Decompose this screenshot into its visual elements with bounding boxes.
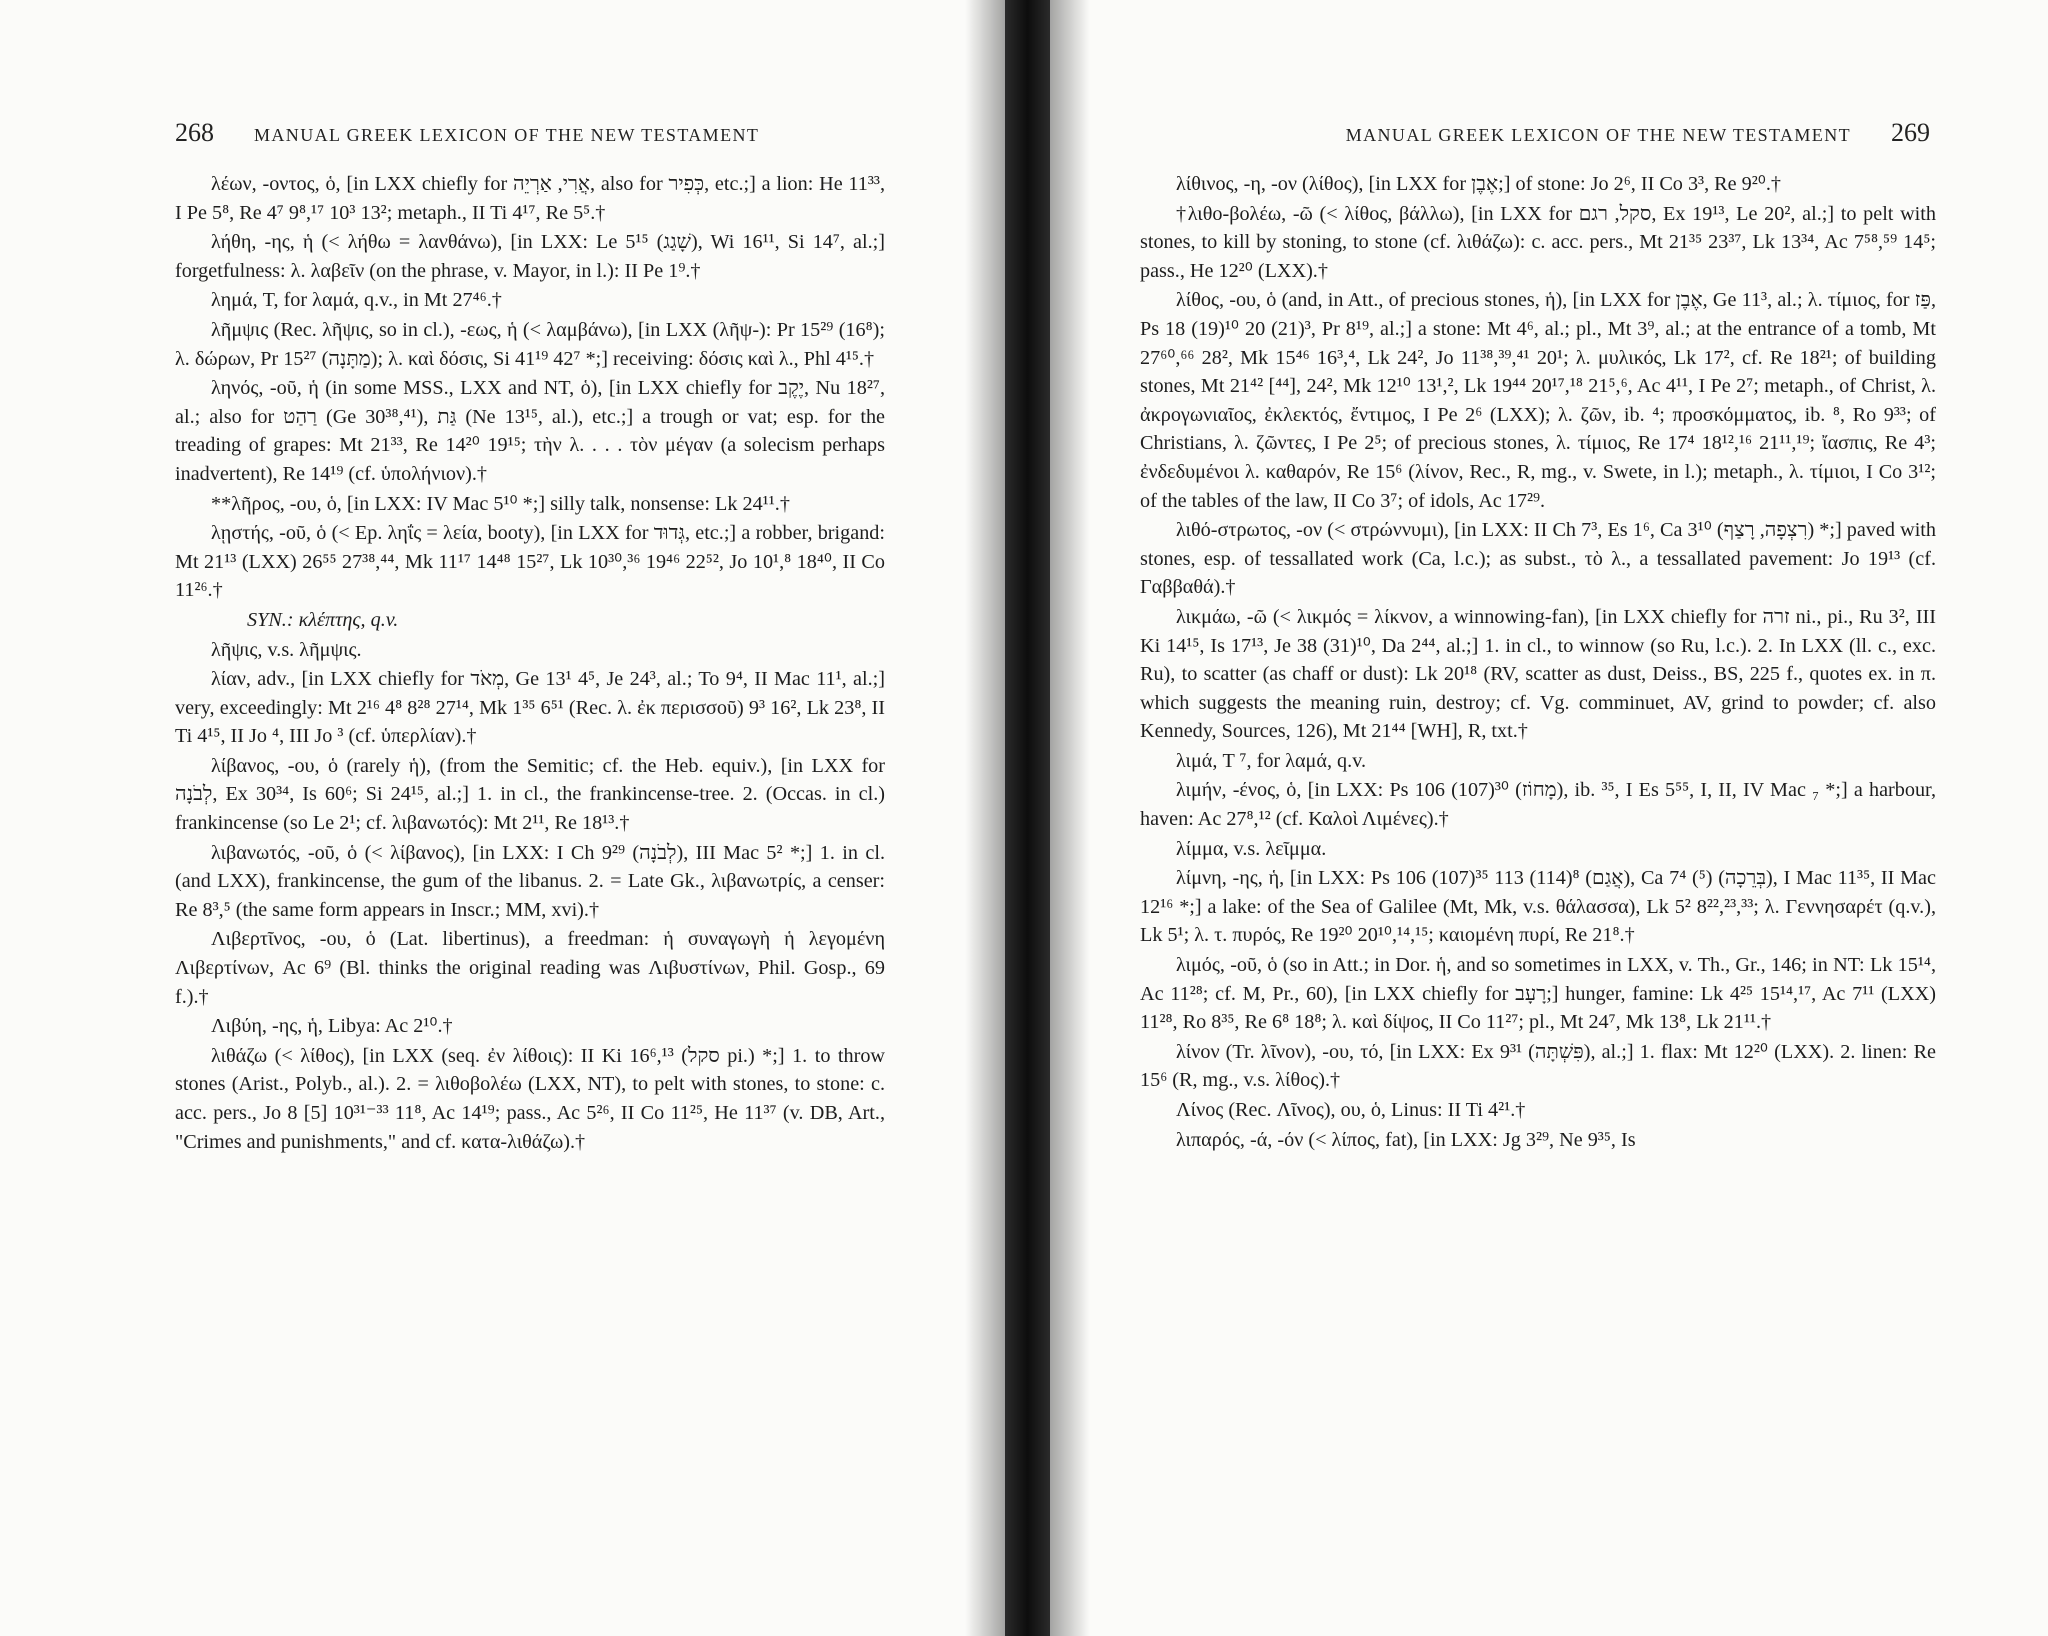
entry-limma: λίμμα, v.s. λεῖμμα. [1176,837,1327,860]
entry-lethe: λήθη, -ης, ἡ (< λήθω = λανθάνω), [in LXX: Le 5¹⁵ (שָׁגַג), Wi 16¹¹, Si 14⁷, al.;] forgetfulness: λ. λαβεῖν (on the phrase, v. Mayor, in l.): II Pe 1⁹.† [175,231,885,282]
entry-lempsis: λῆμψις (Rec. λῆψις, so in cl.), -εως, ἡ (< λαμβάνω), [in LXX (λῆψ-): Pr 15²⁹ (16⁸); λ. δώρων, Pr 15²⁷ (מַתָּנָה); λ. καὶ δόσις, Si 41¹⁹ 42⁷ *;] receiving: δόσις καὶ λ., Phl 4¹⁵.† [175,318,885,370]
entry-limen: λιμήν, -ένος, ὁ, [in LXX: Ps 106 (107)³⁰ (מָחוֹז), ib. ³⁵, I Es 5⁵⁵, I, II, IV Mac ₇ *;] a harbour, haven: Ac 27⁸,¹² (cf. Καλοὶ Λιμένες).† [1140,779,1936,831]
entry-lestes: λῃστής, -οῦ, ὁ (< Ep. ληΐς = λεία, booty), [in LXX for גְּדוּד, etc.;] a robber, brigand: Mt 21¹³ (LXX) 26⁵⁵ 27³⁸,⁴⁴, Mk 11¹⁷ 14⁴⁸ 15²⁷, Lk 10³⁰,³⁶ 19⁴⁶ 22⁵², Jo 10¹,⁸ 18⁴⁰, II Co 11²⁶.† [175,522,885,602]
entry-liparos: λιπαρός, -ά, -όν (< λίπος, fat), [in LXX: Jg 3²⁹, Ne 9³⁵, Is [1176,1128,1636,1151]
entry-leon: λέων, -οντος, ὁ, [in LXX chiefly for אֲרִי, אַרְיֵה, also for כְּפִיר, etc.;] a lion: He 11³³, I Pe 5⁸, Re 4⁷ 9⁸,¹⁷ 10³ 13²; metaph., II Ti 4¹⁷, Re 5⁵.† [175,173,886,224]
right-page [1050,0,2048,1636]
entry-lenos: ληνός, -οῦ, ἡ (in some MSS., LXX and NT, ὁ), [in LXX chiefly for יֶקֶב, Nu 18²⁷, al.; also for רַהַט (Ge 30³⁸,⁴¹), גַּת (Ne 13¹⁵, al.), etc.;] a trough or vat; esp. for the treading of grapes: Mt 21³³, Re 14²⁰ 19¹⁵; τὴν λ. . . . τὸν μέγαν (a solecism perhaps inadvertent), Re 14¹⁹ (cf. ὑπολήνιον).† [175,377,886,485]
page-number: 268 [175,118,214,147]
entry-linon: λίνον (Tr. λῖνον), -ου, τό, [in LXX: Ex 9³¹ (פִּשְׁתָּה), al.;] 1. flax: Mt 12²⁰ (LXX). 2. linen: Re 15⁶ (R, mg., v.s. λίθος).† [1140,1040,1937,1092]
entry-lithinos: λίθινος, -η, -ον (λίθος), [in LXX for אֶבֶן;] of stone: Jo 2⁶, II Co 3³, Re 9²⁰.† [1176,173,1782,195]
entry-libanotos: λιβανωτός, -οῦ, ὁ (< λίβανος), [in LXX: I Ch 9²⁹ (לְבֹנָה), III Mac 5² *;] 1. in cl. (and LXX), frankincense, the gum of the libanus. 2. = Late Gk., λιβανωτρίς, a censer: Re 8³,⁵ (the same form appears in Inscr.; MM, xvi).† [175,841,885,921]
left-page [0,0,1005,1636]
entry-lithoboleo: †λιθο-βολέω, -ῶ (< λίθος, βάλλω), [in LXX for סקל, רגם, Ex 19¹³, Le 20², al.;] to pelt with stones, to kill by stoning, to stone (cf. λιθάζω): c. acc. pers., Mt 21³⁵ 23³⁷, Lk 13³⁴, Ac 7⁵⁸,⁵⁹ 14⁵; pass., He 12²⁰ (LXX).† [1140,202,1936,282]
entry-likmao: λικμάω, -ῶ (< λικμός = λίκνον, a winnowing-fan), [in LXX chiefly for זרה ni., pi., Ru 3², III Ki 14¹⁵, Is 17¹³, Je 38 (31)¹⁰, Da 2⁴⁴, al.;] 1. in cl., to winnow (so Ru, l.c.). 2. In LXX (ll. c., exc. Ru), to scatter (as chaff or dust): Lk 20¹⁸ (RV, scatter as dust, Deiss., BS, 225 f., quotes ex. in π. which suggests the meaning ruin, destroy; cf. Vg. comminuet, AV, grind to powder; cf. also Kennedy, Sources, 126), Mt 21⁴⁴ [WH], R, txt.† [1140,605,1936,743]
book-gutter [1005,0,1050,1636]
entry-libanos: λίβανος, -ου, ὁ (rarely ἡ), (from the Semitic; cf. the Heb. equiv.), [in LXX for לְבֹנָה, Ex 30³⁴, Is 60⁶; Si 24¹⁵, al.;] 1. in cl., the frankincense-tree. 2. (Occas. in cl.) frankincense (so Le 2¹; cf. λιβανωτός): Mt 2¹¹, Re 18¹³.† [175,754,885,835]
entry-lithazo: λιθάζω (< λίθος), [in LXX (seq. ἐν λίθοις): II Ki 16⁶,¹³ (סקל pi.) *;] 1. to throw stones (Arist., Polyb., al.). 2. = λιθοβολέω (LXX, NT), to pelt with stones, to stone: c. acc. pers., Jo 8 [5] 10³¹⁻³³ 11⁸, Ac 14¹⁹; pass., Ac 5²⁶, II Co 11²⁵, He 11³⁷ (v. DB, Art., "Crimes and punishments," and cf. κατα-λιθάζω).† [175,1044,885,1153]
right-page-text [1140,170,1936,1154]
entry-lithos: λίθος, -ου, ὁ (and, in Att., of precious stones, ἡ), [in LXX for אֶבֶן, Ge 11³, al.; λ. τίμιος, for פַּז, Ps 18 (19)¹⁰ 20 (21)³, Pr 8¹⁹, al.;] a stone: Mt 4⁶, al.; pl., Mt 3⁹, al.; at the entrance of a tomb, Mt 27⁶⁰,⁶⁶ 28², Mk 15⁴⁶ 16³,⁴, Lk 24², Jo 11³⁸,³⁹,⁴¹ 20¹; λ. μυλικός, Lk 17², cf. Re 18²¹; of building stones, Mt 21⁴² [⁴⁴], 24², Mk 12¹⁰ 13¹,², Lk 19⁴⁴ 20¹⁷,¹⁸ 21⁵,⁶, Ac 4¹¹, I Pe 2⁷; metaph., of Christ, λ. ἀκρογωνιαῖος, ἐκλεκτός, ἔντιμος, I Pe 2⁶ (LXX); λ. ζῶν, ib. ⁴; προσκόμματος, ib. ⁸, Ro 9³³; of Christians, λ. ζῶντες, I Pe 2⁵; of precious stones, λ. τίμιος, Re 17⁴ 18¹²,¹⁶ 21¹¹,¹⁹; ἴασπις, Re 4³; ἐνδεδυμένοι λ. καθαρόν, Re 15⁶ (λίνον, Rec., R, mg., v. Swete, in l.); metaph., λ. τίμιοι, I Co 3¹²; of the tables of the law, II Co 3⁷; of idols, Ac 17²⁹. [1140,289,1937,512]
entry-linos: Λίνος (Rec. Λῖνος), ου, ὁ, Linus: II Ti 4²¹.† [1176,1099,1526,1121]
gutter-shadow [1050,0,1090,1636]
entry-lian: λίαν, adv., [in LXX chiefly for מְאֹד, Ge 13¹ 4⁵, Je 24³, al.; To 9⁴, II Mac 11¹, al.;] very, exceedingly: Mt 2¹⁶ 4⁸ 8²⁸ 27¹⁴, Mk 1³⁵ 6⁵¹ (Rec. λ. ἐκ περισσοῦ) 9³ 16², Lk 23⁸, II Ti 4¹⁵, II Jo ⁴, III Jo ³ (cf. ὑπερλίαν).† [175,668,886,748]
running-title: MANUAL GREEK LEXICON OF THE NEW TESTAMENT [254,125,760,145]
left-page-text [175,170,885,1156]
running-title: MANUAL GREEK LEXICON OF THE NEW TESTAMENT [1345,125,1851,145]
gutter-shadow [965,0,1005,1636]
entry-libye: Λιβύη, -ης, ἡ, Libya: Ac 2¹⁰.† [211,1015,453,1038]
right-page-header [1180,118,1930,152]
page-number: 269 [1891,118,1930,147]
entry-lithostrotos: λιθό-στρωτος, -ον (< στρώννυμι), [in LXX: II Ch 7³, Es 1⁶, Ca 3¹⁰ (רִצְפָה, רָצַף) *;] paved with stones, esp. of tessallated work (Ca, l.c.); as subst., τὸ λ., a tessallated pavement: Jo 19¹³ (cf. Γαββαθά).† [1140,519,1937,599]
entry-lima: λιμά, T ⁷, for λαμά, q.v. [1176,749,1367,772]
entry-synonym-note: SYN.: κλέπτης, q.v. [247,608,399,631]
entry-lema: λημά, T, for λαμά, q.v., in Mt 27⁴⁶.† [211,289,502,312]
entry-libertinos: Λιβερτῖνος, -ου, ὁ (Lat. libertinus), a freedman: ἡ συναγωγὴ ἡ λεγομένη Λιβερτίνων, Ac 6⁹ (Bl. thinks the original reading was Λιβυστίνων, Phil. Gosp., 69 f.).† [175,928,885,1008]
entry-limos: λιμός, -οῦ, ὁ (so in Att.; in Dor. ἡ, and so sometimes in LXX, v. Th., Gr., 146; in NT: Lk 15¹⁴, Ac 11²⁸; cf. M, Pr., 60), [in LXX chiefly for רָעָב;] hunger, famine: Lk 4²⁵ 15¹⁴,¹⁷, Ac 7¹¹ (LXX) 11²⁸, Ro 8³⁵, Re 6⁸ 18⁸; λ. καὶ δίψος, II Co 11²⁷; pl., Mt 24⁷, Mk 13⁸, Lk 21¹¹.† [1140,954,1936,1034]
entry-limne: λίμνη, -ης, ἡ, [in LXX: Ps 106 (107)³⁵ 113 (114)⁸ (אֲגַם), Ca 7⁴ (⁵) (בְּרֵכָה), I Mac 11³⁵, II Mac 12¹⁶ *;] a lake: of the Sea of Galilee (Mt, Mk, v.s. θάλασσα), Lk 5² 8²²,²³,³³; λ. Γεννησαρέτ (q.v.), Lk 5¹; λ. τ. πυρός, Re 19²⁰ 20¹⁰,¹⁴,¹⁵; καιομένη πυρί, Re 21⁸.† [1140,867,1936,947]
entry-lepsis: λῆψις, v.s. λῆμψις. [211,638,362,661]
left-page-header [175,118,875,152]
entry-leros: **λῆρος, -ου, ὁ, [in LXX: IV Mac 5¹⁰ *;] silly talk, nonsense: Lk 24¹¹.† [211,492,790,515]
